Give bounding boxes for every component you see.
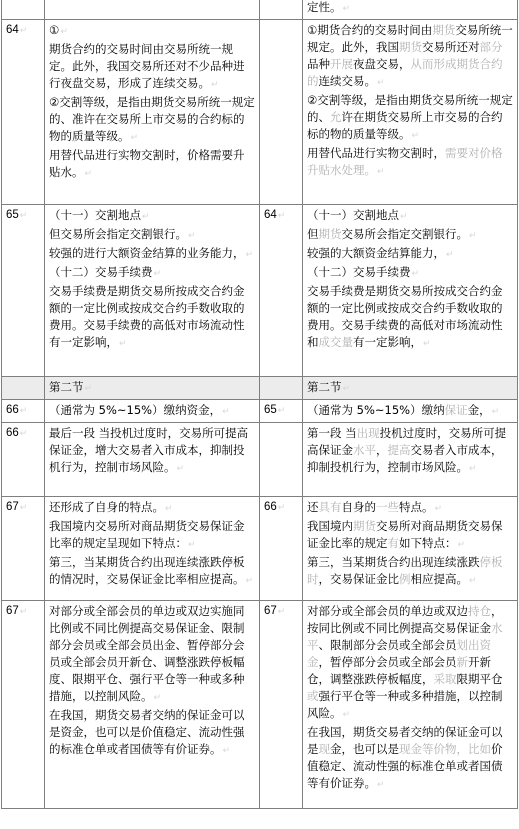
paragraph-mark-icon — [131, 133, 139, 143]
changed-text: 新 — [456, 655, 468, 669]
changed-text: 部分 — [479, 40, 503, 54]
page-number: 66 — [6, 404, 19, 416]
paragraph — [307, 0, 513, 18]
text-run: 第三，当某期货合约出现连续涨跌停板的情况时，交易保证金比率相应提高。 — [49, 555, 245, 586]
changed-text: 现 — [318, 742, 330, 756]
paragraph-mark-icon — [343, 4, 351, 14]
text-run: 最后一段 当投机过度时，交易所可提高保证金，增大交易者入市成本，抑制投机行为，控制市场风险。 — [49, 426, 249, 474]
changed-text: 现金等价物，比如 — [399, 742, 491, 756]
text-run: 许在期货交易所上市交易的合约标的物的质量等级。 — [307, 110, 503, 141]
paragraph — [49, 554, 255, 590]
table-row — [2, 497, 518, 601]
changed-text: 有 — [387, 536, 399, 550]
paragraph — [307, 207, 513, 226]
text-run: 强行平仓等一种或多种措施，以控制风险。 — [307, 689, 503, 720]
text-run: （通常为 5%~15%）缴纳资金， — [49, 403, 222, 417]
text-run: 相应提高。 — [410, 572, 468, 586]
paragraph — [49, 499, 255, 518]
new-page-number-cell — [260, 0, 303, 20]
comparison-table-body — [2, 0, 518, 809]
text-run: ②交割等级，是指由期货交易所统一规定的、 — [307, 93, 513, 124]
changed-text: 期货 — [318, 227, 342, 241]
new-page-number-cell — [260, 377, 303, 400]
text-run: 连续交易。 — [318, 74, 376, 88]
changed-text: 需要对价格升贴水处理。 — [307, 146, 503, 177]
comparison-table — [1, 0, 518, 809]
changed-text: 采取 — [433, 672, 457, 686]
paragraph — [49, 41, 255, 94]
paragraph-mark-icon — [343, 710, 351, 720]
changed-text: 持仓 — [468, 604, 491, 618]
changed-text: 提高 — [387, 443, 411, 457]
paragraph-mark-icon — [20, 606, 28, 616]
text-run: 交易手续费是期货交易所按成交合约金额的一定比例或按成交合约手数收取的费用。交易手续费的高低对市场流动性和 — [307, 284, 503, 349]
paragraph-mark-icon — [412, 131, 420, 141]
changed-text: 期货 — [399, 40, 422, 54]
paragraph-mark-icon — [85, 384, 93, 394]
text-run: 定性。 — [307, 0, 342, 14]
paragraph-mark-icon — [278, 606, 286, 616]
text-run: 第三，当某期货合约出现连续涨跌 — [307, 555, 480, 569]
text-run: 第二节 — [307, 380, 342, 394]
paragraph — [307, 518, 513, 554]
page-number: 66 — [264, 501, 277, 513]
changed-text: 开展 — [330, 57, 353, 71]
paragraph-mark-icon — [222, 407, 230, 417]
paragraph-mark-icon — [278, 210, 286, 220]
text-run: ，暂停部分会员或全部会员 — [318, 655, 457, 669]
paragraph-mark-icon — [377, 167, 385, 177]
changed-text: 期货 — [353, 519, 376, 533]
old-page-number-cell — [2, 20, 45, 205]
paragraph-mark-icon — [142, 212, 150, 222]
new-text-cell — [303, 497, 518, 601]
paragraph-mark-icon — [188, 540, 196, 550]
paragraph-mark-icon — [377, 78, 385, 88]
text-run: 但交易所会指定交割银行。 — [49, 227, 187, 241]
paragraph — [49, 245, 255, 264]
paragraph-mark-icon — [469, 231, 477, 241]
text-run: 价值稳定、流动性强的标准仓单或者国债等有价证券。 — [307, 742, 503, 790]
new-text-cell — [303, 0, 518, 20]
text-run: 交易手续费是期货交易所按成交合约金额的一定比例或按成交合约手数收取的费用。交易手续费的高低对市场流动性有一定影响， — [49, 284, 245, 349]
text-run: 特点。 — [399, 500, 434, 514]
old-text-cell — [45, 0, 260, 20]
new-text-cell — [303, 377, 518, 400]
page-number: 66 — [6, 427, 19, 439]
table-row — [2, 0, 518, 20]
old-page-number-cell — [2, 205, 45, 377]
new-page-number-cell — [260, 601, 303, 809]
new-page-number-cell — [260, 423, 303, 497]
paragraph — [307, 425, 513, 478]
new-page-number-cell — [260, 205, 303, 377]
text-run: 期货合约的交易时间由交易所统一规定。此外，我国交易所还对不少品种进行夜盘交易，形成了连续交易。 — [49, 42, 245, 90]
paragraph — [307, 22, 513, 92]
paragraph-mark-icon — [188, 231, 196, 241]
paragraph — [307, 283, 513, 353]
paragraph-mark-icon — [20, 210, 28, 220]
paragraph — [307, 379, 513, 398]
text-run: 但 — [307, 227, 319, 241]
paragraph-mark-icon — [154, 693, 162, 703]
paragraph-mark-icon — [20, 502, 28, 512]
changed-text: 从而形成期货合约的 — [307, 57, 503, 88]
text-run: （十二）交易手续费 — [49, 265, 153, 279]
new-text-cell — [303, 20, 518, 205]
old-text-cell — [45, 400, 260, 423]
paragraph-mark-icon — [165, 504, 173, 514]
text-run: 有一定影响， — [353, 335, 422, 349]
text-run: 较强的大额资金结算能力， — [307, 246, 445, 260]
old-page-number-cell — [2, 423, 45, 497]
paragraph — [49, 707, 255, 760]
text-run: 第一段 当 — [307, 426, 357, 440]
paragraph-mark-icon — [458, 540, 466, 550]
paragraph — [307, 145, 513, 181]
text-run: 自身的 — [341, 500, 376, 514]
table-row — [2, 377, 518, 400]
paragraph — [307, 499, 513, 518]
text-run: ， — [376, 443, 388, 457]
page-number: 64 — [264, 209, 277, 221]
paragraph — [307, 402, 513, 421]
changed-text: 例 — [399, 572, 411, 586]
paragraph-mark-icon — [85, 169, 93, 179]
old-page-number-cell — [2, 601, 45, 809]
paragraph-mark-icon — [119, 339, 127, 349]
old-page-number-cell — [2, 377, 45, 400]
old-text-cell — [45, 497, 260, 601]
paragraph — [49, 283, 255, 353]
text-run: ②交割等级，是指由期货交易所统一规定的、准许在交易所上市交易的合约标的物的质量等级。 — [49, 95, 255, 143]
new-page-number-cell — [260, 400, 303, 423]
old-text-cell — [45, 601, 260, 809]
table-row — [2, 423, 518, 497]
paragraph-mark-icon — [435, 504, 443, 514]
changed-text: 期货 — [432, 23, 456, 37]
new-text-cell — [303, 400, 518, 423]
text-run: 较强的进行大额资金结算的业务能力， — [49, 246, 245, 260]
text-run: 夜盘交易， — [353, 57, 411, 71]
text-run: 用替代品进行实物交割时， — [307, 146, 445, 160]
changed-text: 停板时 — [307, 555, 503, 586]
page-number: 65 — [264, 404, 277, 416]
paragraph-mark-icon — [278, 502, 286, 512]
text-run: 交易者入市成本，抑制投机行为，控制市场风险。 — [307, 443, 503, 474]
text-run: （通常为 5%~15%）缴纳 — [307, 403, 445, 417]
changed-text: 允 — [330, 110, 342, 124]
new-page-number-cell — [260, 497, 303, 601]
text-run: 我国境内交易所对商品期货交易保证金比率的规定呈现如下特点： — [49, 519, 245, 550]
paragraph-mark-icon — [177, 464, 185, 474]
old-page-number-cell — [2, 497, 45, 601]
table-row — [2, 205, 518, 377]
text-run: 第二节 — [49, 380, 84, 394]
new-page-number-cell — [260, 20, 303, 205]
paragraph-mark-icon — [246, 576, 254, 586]
old-text-cell — [45, 377, 260, 400]
changed-text: 水平 — [353, 443, 376, 457]
paragraph — [307, 226, 513, 245]
text-run: 交易所还对 — [422, 40, 480, 54]
old-page-number-cell — [2, 0, 45, 20]
text-run: 金，也可以是 — [330, 742, 399, 756]
paragraph-mark-icon — [20, 405, 28, 415]
changed-text: 成交量 — [318, 335, 353, 349]
text-run: 品种 — [307, 57, 330, 71]
page-number: 65 — [6, 209, 19, 221]
page-number: 67 — [6, 501, 19, 513]
paragraph — [307, 245, 513, 264]
paragraph — [49, 264, 255, 283]
text-run: 在我国，期货交易者交纳的保证金可以是 — [307, 725, 503, 756]
text-run: 金， — [467, 403, 491, 417]
paragraph-mark-icon — [446, 250, 454, 260]
text-run: ①期货合约的交易时间由 — [307, 23, 433, 37]
paragraph-mark-icon — [20, 428, 28, 438]
paragraph — [49, 147, 255, 183]
old-text-cell — [45, 423, 260, 497]
paragraph — [307, 603, 513, 724]
paragraph — [49, 603, 255, 707]
paragraph-mark-icon — [400, 212, 408, 222]
paragraph-mark-icon — [60, 27, 68, 37]
paragraph — [49, 22, 255, 41]
text-run: 用替代品进行实物交割时，价格需要升贴水。 — [49, 148, 245, 179]
page-number: 64 — [6, 24, 19, 36]
paragraph — [307, 264, 513, 283]
old-text-cell — [45, 205, 260, 377]
table-row — [2, 20, 518, 205]
changed-text: 具有 — [318, 500, 342, 514]
paragraph-mark-icon — [20, 25, 28, 35]
paragraph-mark-icon — [211, 80, 219, 90]
text-run: 交易所统一规定。此外，我国 — [307, 23, 513, 54]
text-run: ① — [49, 23, 60, 37]
changed-text: 一些 — [376, 500, 399, 514]
paragraph-mark-icon — [343, 384, 351, 394]
changed-text: 或 — [307, 689, 319, 703]
changed-text: 划出资金 — [307, 638, 491, 669]
text-run: 还形成了自身的特点。 — [49, 500, 164, 514]
paragraph — [49, 94, 255, 147]
text-run: 投机过度时，交易所可提高保证金 — [307, 426, 507, 457]
paragraph-mark-icon — [412, 269, 420, 279]
paragraph — [49, 207, 255, 226]
paragraph-mark-icon — [469, 464, 477, 474]
paragraph — [49, 425, 255, 478]
text-run: 交易所会指定交割银行。 — [341, 227, 468, 241]
text-run: 开新仓，调整涨跌停板幅度， — [307, 655, 491, 686]
paragraph — [49, 402, 255, 421]
text-run: ，交易保证金比 — [318, 572, 399, 586]
table-row — [2, 400, 518, 423]
old-page-number-cell — [2, 400, 45, 423]
text-run: 对部分或全部会员的单边或双边 — [307, 604, 468, 618]
paragraph-mark-icon — [423, 339, 431, 349]
paragraph — [307, 92, 513, 145]
new-text-cell — [303, 423, 518, 497]
text-run: 对部分或全部会员的单边或双边实施同比例或不同比例提高交易保证金、限制部分会员或全部会员出金、暂停部分会员或全部会员开新仓、调整涨跌停板幅度、限期平仓、强行平仓等一种或多种措施，以控制风险。 — [49, 604, 245, 703]
text-run: 如下特点： — [399, 536, 457, 550]
changed-text: 水平 — [307, 621, 503, 652]
text-run: （十一）交割地点 — [307, 208, 399, 222]
text-run: 在我国，期货交易者交纳的保证金可以是资金，也可以是价值稳定、流动性强的标准仓单或者国债等有价证券。 — [49, 708, 245, 756]
changed-text: 保证 — [444, 403, 468, 417]
text-run: （十一）交割地点 — [49, 208, 141, 222]
paragraph-mark-icon — [278, 405, 286, 415]
text-run: 、限制部分会员或全部会员 — [318, 638, 457, 652]
paragraph-mark-icon — [246, 250, 254, 260]
page-number: 67 — [264, 605, 277, 617]
table-row — [2, 601, 518, 809]
paragraph — [307, 724, 513, 794]
text-run: 交易所对商品期货交易保证金比率的规定 — [307, 519, 503, 550]
text-run: 还 — [307, 500, 319, 514]
text-run: （十二）交易手续费 — [307, 265, 411, 279]
paragraph-mark-icon — [469, 576, 477, 586]
paragraph-mark-icon — [492, 407, 500, 417]
new-text-cell — [303, 601, 518, 809]
paragraph — [49, 226, 255, 245]
new-text-cell — [303, 205, 518, 377]
paragraph-mark-icon — [377, 780, 385, 790]
paragraph — [49, 379, 255, 398]
paragraph — [49, 518, 255, 554]
changed-text: 出现 — [356, 426, 380, 440]
paragraph-mark-icon — [223, 746, 231, 756]
page-number: 67 — [6, 605, 19, 617]
old-text-cell — [45, 20, 260, 205]
text-run: ，按同比例或不同比例提高交易保证金 — [307, 604, 503, 635]
text-run: 我国境内 — [307, 519, 353, 533]
paragraph — [307, 554, 513, 590]
text-run: 限期平仓 — [456, 672, 503, 686]
paragraph-mark-icon — [154, 269, 162, 279]
